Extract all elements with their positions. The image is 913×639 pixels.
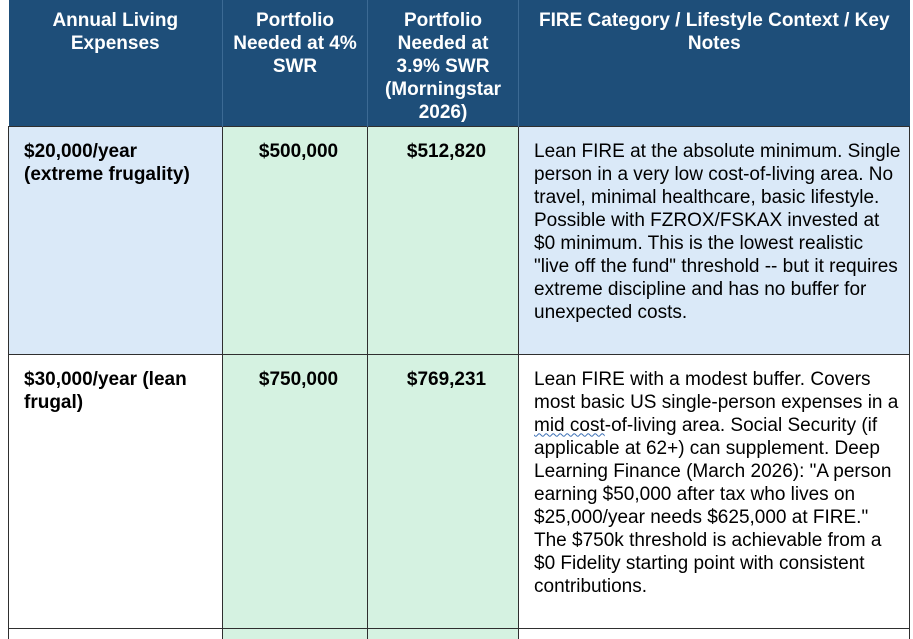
portfolio-4-swr-cell: $750,000 (223, 354, 368, 628)
spellcheck-marked-text: mid cost (534, 414, 605, 436)
fire-notes-cell: Lean FIRE at the absolute minimum. Single person in a very low cost-of-living area. No travel, minimal healthcare, basic lifestyle. Possible with FZROX/FSKAX invested at $0 minimum. This is the lowest realistic "live off the fund" threshold -- but it requires extreme discipline and has no buffer for unexpected costs. (519, 126, 910, 354)
table-row-partial (9, 628, 910, 639)
portfolio-39-swr-cell: $769,231 (368, 354, 519, 628)
portfolio-39-swr-cell (368, 628, 519, 639)
annual-expenses-cell: $20,000/year (extreme frugality) (9, 126, 223, 354)
annual-expenses-cell: $30,000/year (lean frugal) (9, 354, 223, 628)
notes-text-end: -of-living area. Social Security (if applicable at 62+) can supplement. Deep Learning Finance (March 2026): "A person earning $50,000 after tax who lives on $25,000/year needs $625,000 at FIRE." The $750k threshold is achievable from a $0 Fidelity starting point with consistent contributions. (534, 414, 892, 597)
header-fire-category-notes: FIRE Category / Lifestyle Context / Key Notes (519, 0, 910, 126)
annual-expenses-cell (9, 628, 223, 639)
portfolio-4-swr-cell (223, 628, 368, 639)
header-portfolio-39-swr: Portfolio Needed at 3.9% SWR (Morningstar 2026) (368, 0, 519, 126)
fire-notes-cell (519, 354, 910, 628)
fire-notes-cell (519, 628, 910, 639)
portfolio-39-swr-cell: $512,820 (368, 126, 519, 354)
notes-text-start: Lean FIRE with a modest buffer. Covers most basic US single-person expenses in a (534, 368, 899, 413)
header-portfolio-4-swr: Portfolio Needed at 4% SWR (223, 0, 368, 126)
fire-portfolio-table (8, 0, 910, 639)
header-annual-living-expenses: Annual Living Expenses (9, 0, 223, 126)
table-row (9, 126, 910, 354)
table-header-row (9, 0, 910, 126)
table-row (9, 354, 910, 628)
portfolio-4-swr-cell: $500,000 (223, 126, 368, 354)
